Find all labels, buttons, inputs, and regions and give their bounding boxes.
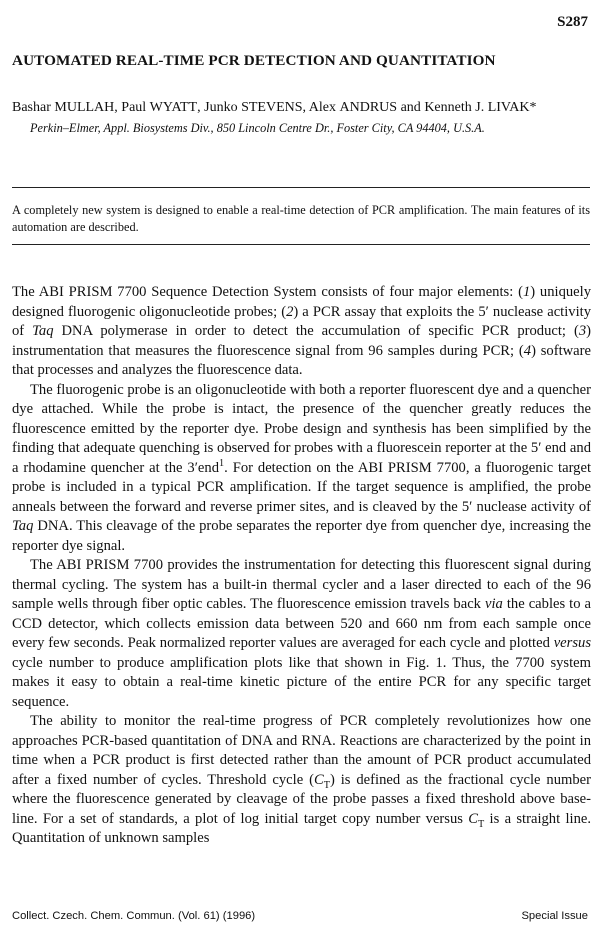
author-name: Paul WYATT <box>121 100 198 115</box>
author-name: Kenneth J. LIVAK <box>424 100 530 115</box>
article-title: AUTOMATED REAL-TIME PCR DETECTION AND QUANTITATION <box>12 52 496 69</box>
citation-marker: 1 <box>219 457 225 469</box>
abstract-top-rule <box>12 187 590 188</box>
affiliation: Perkin–Elmer, Appl. Biosystems Div., 850 Lincoln Centre Dr., Foster City, CA 94404, U.S.A. <box>30 121 485 135</box>
abstract: A completely new system is designed to enable a real-time detection of PCR amplification. The main features of its automation are described. <box>12 203 590 234</box>
paragraph: The ability to monitor the real-time progress of PCR completely revolutionizes how one approaches PCR-based quantitation of DNA and RNA. Reactions are characterized by the point in time when a PCR product is first detected rather than the amount of PCR product accumulated after a fixed number of cycles. Threshold cycle $(C_T)$ is defined as the fractional cycle number where the fluorescence generated by cleavage of the probe passes a fixed threshold above base-line. For a set of standards, a plot of log initial target copy number versus $C_T$ is a straight line. Quantitation of unknown samples <box>12 713 592 846</box>
abstract-bottom-rule <box>12 244 590 245</box>
body-text <box>12 283 591 849</box>
author-list: Bashar MULLAH, Paul WYATT, Junko STEVENS, Alex ANDRUS and Kenneth J. LIVAK* <box>12 100 537 115</box>
author-name: Alex ANDRUS <box>308 100 398 115</box>
paragraph: The ABI PRISM 7700 provides the instrumentation for detecting this fluorescent signal during thermal cycling. The system has a built-in thermal cycler and a laser directed to each of the 96 sample wells through fiber optic cables. The fluorescence emission travels back via the cables to a CCD detector, which collects emission data between 520 and 660 nm from each sample once every few seconds. Peak normalized reporter values are averaged for each cycle and plotted versus cycle number to produce amplification plots like that shown in Fig. 1. Thus, the 7700 system makes it easy to obtain a real-time kinetic picture of the entire PCR for any specific target sequence. <box>12 557 592 710</box>
paragraph: The ABI PRISM 7700 Sequence Detection System consists of four major elements: (1) uniquely designed fluorogenic oligonucleotide probes; (2) a PCR assay that exploits the 5′ nuclease activity of Taq DNA polymerase in order to detect the accumulation of specific PCR product; (3) instrumentation that measures the fluorescence signal from 96 samples during PCR; (4) software that processes and analyzes the fluorescence data. <box>12 284 591 378</box>
page-number: S287 <box>557 14 588 30</box>
issue-label: Special Issue <box>521 910 588 922</box>
journal-citation: Collect. Czech. Chem. Commun. (Vol. 61) (1996) <box>12 910 256 922</box>
author-name: Bashar MULLAH <box>12 100 115 115</box>
author-name: Junko STEVENS <box>204 100 303 115</box>
paragraph: The fluorogenic probe is an oligonucleotide with both a reporter fluorescent dye and a quencher dye attached. While the probe is intact, the presence of the quencher greatly reduces the fluorescence emitted by the reporter dye. Probe design and synthesis has been simplified by the finding that adequate quenching is observed for probes with a fluorescein reporter at the 5′ end and a rhodamine quencher at the 3′end$^1$. For detection on the ABI PRISM 7700, a fluorogenic target probe is included in a typical PCR amplification. If the target sequence is amplified, the probe anneals between the forward and reverse primer sites, and is cleaved by the 5′ nuclease activity of Taq DNA. This cleavage of the probe separates the reporter dye from quencher dye, increasing the reporter dye signal. <box>12 381 592 554</box>
